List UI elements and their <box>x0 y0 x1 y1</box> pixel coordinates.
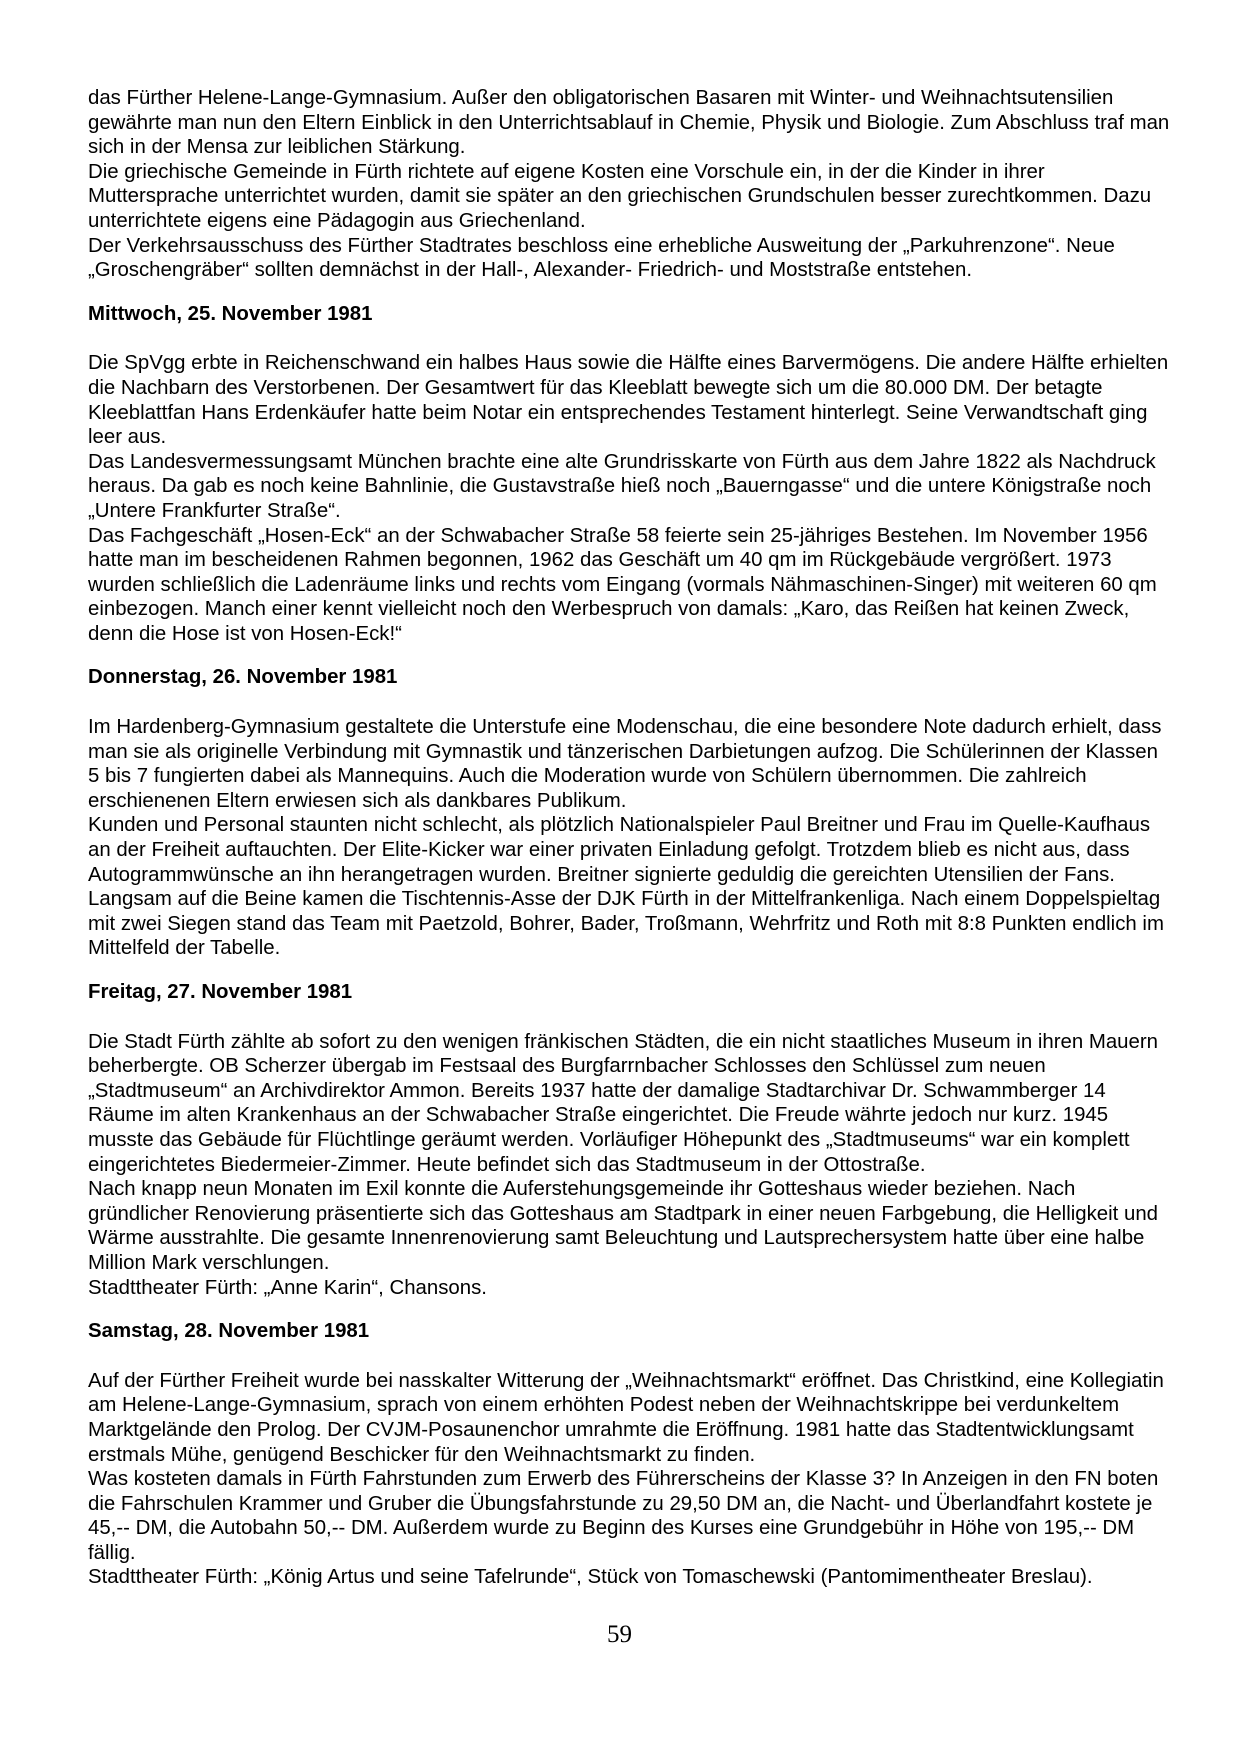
paragraph: Die SpVgg erbte in Reichenschwand ein halbes Haus sowie die Hälfte eines Barvermögens. Die andere Hälfte erhielten die Nachbarn des Verstorbenen. Der Gesamtwert für das Kleeblatt bewegte sich um die 80.000 DM. Der betagte Kleeblattfan Hans Erdenkäufer hatte beim Notar ein entsprechendes Testament hinterlegt. Seine Verwandtschaft ging leer aus. <box>88 352 1169 449</box>
paragraph: Auf der Fürther Freiheit wurde bei nasskalter Witterung der „Weihnachtsmarkt“ eröffnet. Das Christkind, eine Kollegiatin am Helene-Lange-Gymnasium, sprach von einem erhöhten Podest neben der Weihnachtskrippe bei verdunkeltem Marktgelände den Prolog. Der CVJM-Posaunenchor umrahmte die Eröffnung. 1981 hatte das Stadtentwicklungsamt erstmals Mühe, genügend Beschicker für den Weihnachtsmarkt zu finden. <box>88 1369 1164 1466</box>
paragraph: Nach knapp neun Monaten im Exil konnte die Auferstehungsgemeinde ihr Gotteshaus wieder beziehen. Nach gründlicher Renovierung präsentierte sich das Gotteshaus am Stadtpark in einer neuen Farbgebung, die Helligkeit und Wärme ausstrahlte. Die gesamte Innenrenovierung samt Beleuchtung und Lautsprechersystem hatte über eine halbe Million Mark verschlungen. <box>88 1178 1159 1274</box>
paragraph: Kunden und Personal staunten nicht schlecht, als plötzlich Nationalspieler Paul Breitner und Frau im Quelle-Kaufhaus an der Freiheit auftauchten. Der Elite-Kicker war einer privaten Einladung gefolgt. Trotzdem blieb es nicht aus, dass Autogrammwünsche an ihn herangetragen wurden. Breitner signierte geduldig die gereichten Utensilien der Fans. <box>88 814 1151 886</box>
paragraph: Stadttheater Fürth: „Anne Karin“, Chansons. <box>88 1276 487 1299</box>
section-heading: Samstag, 28. November 1981 <box>88 1320 370 1343</box>
section-heading: Mittwoch, 25. November 1981 <box>88 302 373 325</box>
document-body <box>88 86 1170 1590</box>
paragraph: Der Verkehrsausschuss des Fürther Stadtrates beschloss eine erhebliche Ausweitung der „Parkuhrenzone“. Neue „Groschengräber“ sollten demnächst in der Hall-, Alexander- Friedrich- und Moststraße entstehen. <box>88 234 1115 282</box>
paragraph: Das Fachgeschäft „Hosen-Eck“ an der Schwabacher Straße 58 feierte sein 25-jähriges Bestehen. Im November 1956 hatte man im bescheidenen Rahmen begonnen, 1962 das Geschäft um 40 qm im Rückgebäude vergrößert. 1973 wurden schließlich die Ladenräume links und rechts vom Eingang (vormals Nähmaschinen-Singer) mit weiteren 60 qm einbezogen. Manch einer kennt vielleicht noch den Werbespruch von damals: „Karo, das Reißen hat keinen Zweck, denn die Hose ist von Hosen-Eck!“ <box>88 524 1157 645</box>
paragraph: Im Hardenberg-Gymnasium gestaltete die Unterstufe eine Modenschau, die eine besondere Note dadurch erhielt, dass man sie als originelle Verbindung mit Gymnastik und tänzerischen Darbietungen aufzog. Die Schülerinnen der Klassen 5 bis 7 fungierten dabei als Mannequins. Auch die Moderation wurde von Schülern übernommen. Die zahlreich erschienenen Eltern erwiesen sich als dankbares Publikum. <box>88 716 1162 812</box>
paragraph: das Fürther Helene-Lange-Gymnasium. Außer den obligatorischen Basaren mit Winter- und Weihnachtsutensilien gewährte man nun den Eltern Einblick in den Unterrichtsablauf in Chemie, Physik und Biologie. Zum Abschluss traf man sich in der Mensa zur leiblichen Stärkung. <box>88 87 1170 159</box>
section-heading: Donnerstag, 26. November 1981 <box>88 666 398 689</box>
paragraph: Stadttheater Fürth: „König Artus und seine Tafelrunde“, Stück von Tomaschewski (Pantomimentheater Breslau). <box>88 1566 1093 1589</box>
section-heading: Freitag, 27. November 1981 <box>88 981 353 1003</box>
paragraph: Langsam auf die Beine kamen die Tischtennis-Asse der DJK Fürth in der Mittelfrankenliga. Nach einem Doppelspieltag mit zwei Siegen stand das Team mit Paetzold, Bohrer, Bader, Troßmann, Wehrfritz und Roth mit 8:8 Punkten endlich im Mittelfeld der Tabelle. <box>88 888 1164 960</box>
paragraph: Die griechische Gemeinde in Fürth richtete auf eigene Kosten eine Vorschule ein, in der die Kinder in ihrer Muttersprache unterrichtet wurden, damit sie später an den griechischen Grundschulen besser zurechtkommen. Dazu unterrichtete eigens eine Pädagogin aus Griechenland. <box>88 160 1152 232</box>
page-number: 59 <box>607 1621 632 1648</box>
paragraph: Das Landesvermessungsamt München brachte eine alte Grundrisskarte von Fürth aus dem Jahre 1822 als Nachdruck heraus. Da gab es noch keine Bahnlinie, die Gustavstraße hieß noch „Bauerngasse“ und die untere Königstraße noch „Untere Frankfurter Straße“. <box>88 450 1156 522</box>
paragraph: Die Stadt Fürth zählte ab sofort zu den wenigen fränkischen Städten, die ein nicht staatliches Museum in ihren Mauern beherbergte. OB Scherzer übergab im Festsaal des Burgfarrnbacher Schlosses den Schlüssel zum neuen „Stadtmuseum“ an Archivdirektor Ammon. Bereits 1937 hatte der damalige Stadtarchivar Dr. Schwammberger 14 Räume im alten Krankenhaus an der Schwabacher Straße eingerichtet. Die Freude währte jedoch nur kurz. 1945 musste das Gebäude für Flüchtlinge geräumt werden. Vorläufiger Höhepunkt des „Stadtmuseums“ war ein komplett eingerichtetes Biedermeier-Zimmer. Heute befindet sich das Stadtmuseum in der Ottostraße. <box>88 1030 1158 1176</box>
paragraph: Was kosteten damals in Fürth Fahrstunden zum Erwerb des Führerscheins der Klasse 3? In Anzeigen in den FN boten die Fahrschulen Krammer und Gruber die Übungsfahrstunde zu 29,50 DM an, die Nacht- und Überlandfahrt kostete je 45,-- DM, die Autobahn 50,-- DM. Außerdem wurde zu Beginn des Kurses eine Grundgebühr in Höhe von 195,-- DM fällig. <box>88 1468 1159 1564</box>
